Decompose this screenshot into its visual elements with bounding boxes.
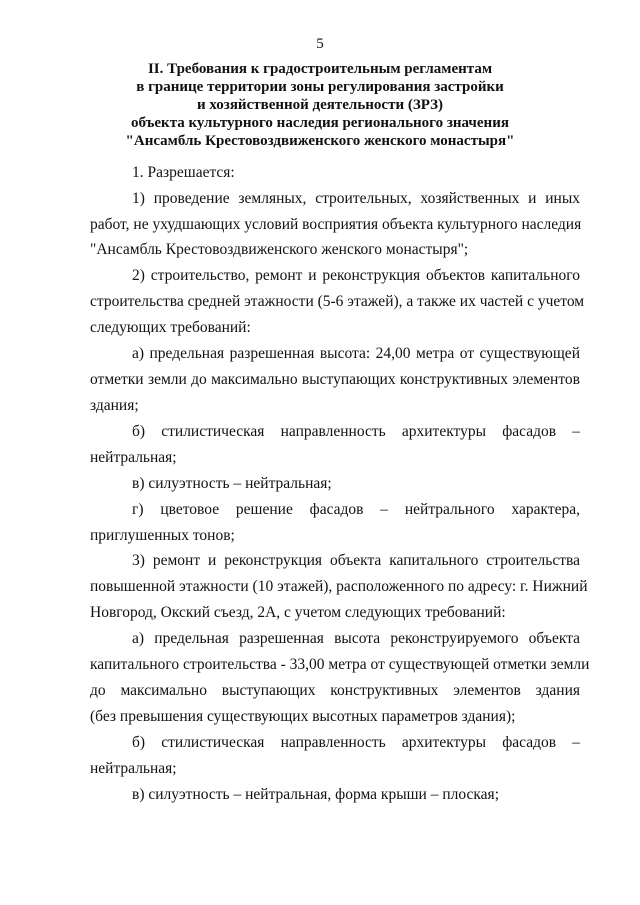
text-line: капитального строительства - 33,00 метра от существующей отметки земли xyxy=(90,656,590,673)
heading-line: объекта культурного наследия регионального значения xyxy=(131,115,509,131)
heading-line: в границе территории зоны регулирования застройки xyxy=(136,79,504,95)
text-line: 1. Разрешается: xyxy=(132,164,235,181)
text-line: в) силуэтность – нейтральная; xyxy=(132,475,332,492)
text-line: приглушенных тонов; xyxy=(90,527,235,544)
text-line: (без превышения существующих высотных параметров здания); xyxy=(90,708,516,725)
text-line: 3) ремонт и реконструкция объекта капитального строительства xyxy=(132,552,580,569)
text-line: в) силуэтность – нейтральная, форма крыши – плоская; xyxy=(132,786,499,803)
text-line: 2) строительство, ремонт и реконструкция объектов капитального xyxy=(132,267,580,284)
text-line: а) предельная разрешенная высота реконструируемого объекта xyxy=(132,630,580,647)
text-line: а) предельная разрешенная высота: 24,00 метра от существующей xyxy=(132,345,580,362)
text-line: повышенной этажности (10 этажей), расположенного по адресу: г. Нижний xyxy=(90,578,588,595)
heading-line: II. Требования к градостроительным регламентам xyxy=(147,61,493,77)
text-line: здания; xyxy=(90,397,139,414)
heading-line: "Ансамбль Крестовоздвиженского женского монастыря" xyxy=(125,133,515,149)
text-line: "Ансамбль Крестовоздвиженского женского монастыря"; xyxy=(90,241,469,258)
text-line: нейтральная; xyxy=(90,449,177,466)
text-line: б) стилистическая направленность архитектуры фасадов – xyxy=(132,734,580,751)
text-line: строительства средней этажности (5-6 этажей), а также их частей с учетом xyxy=(90,293,585,310)
text-line: 1) проведение земляных, строительных, хозяйственных и иных xyxy=(132,190,580,207)
section-heading xyxy=(60,60,580,150)
text-line: работ, не ухудшающих условий восприятия объекта культурного наследия xyxy=(90,216,582,233)
text-line: отметки земли до максимально выступающих конструктивных элементов xyxy=(90,371,580,388)
text-line: нейтральная; xyxy=(90,760,177,777)
text-line: Новгород, Окский съезд, 2А, с учетом следующих требований: xyxy=(90,604,506,621)
text-line: г) цветовое решение фасадов – нейтрального характера, xyxy=(132,501,580,518)
text-line: б) стилистическая направленность архитектуры фасадов – xyxy=(132,423,580,440)
text-line: до максимально выступающих конструктивных элементов здания xyxy=(90,682,580,699)
heading-line: и хозяйственной деятельности (ЗРЗ) xyxy=(196,97,444,113)
text-line: следующих требований: xyxy=(90,319,251,336)
page-number: 5 xyxy=(316,36,324,52)
